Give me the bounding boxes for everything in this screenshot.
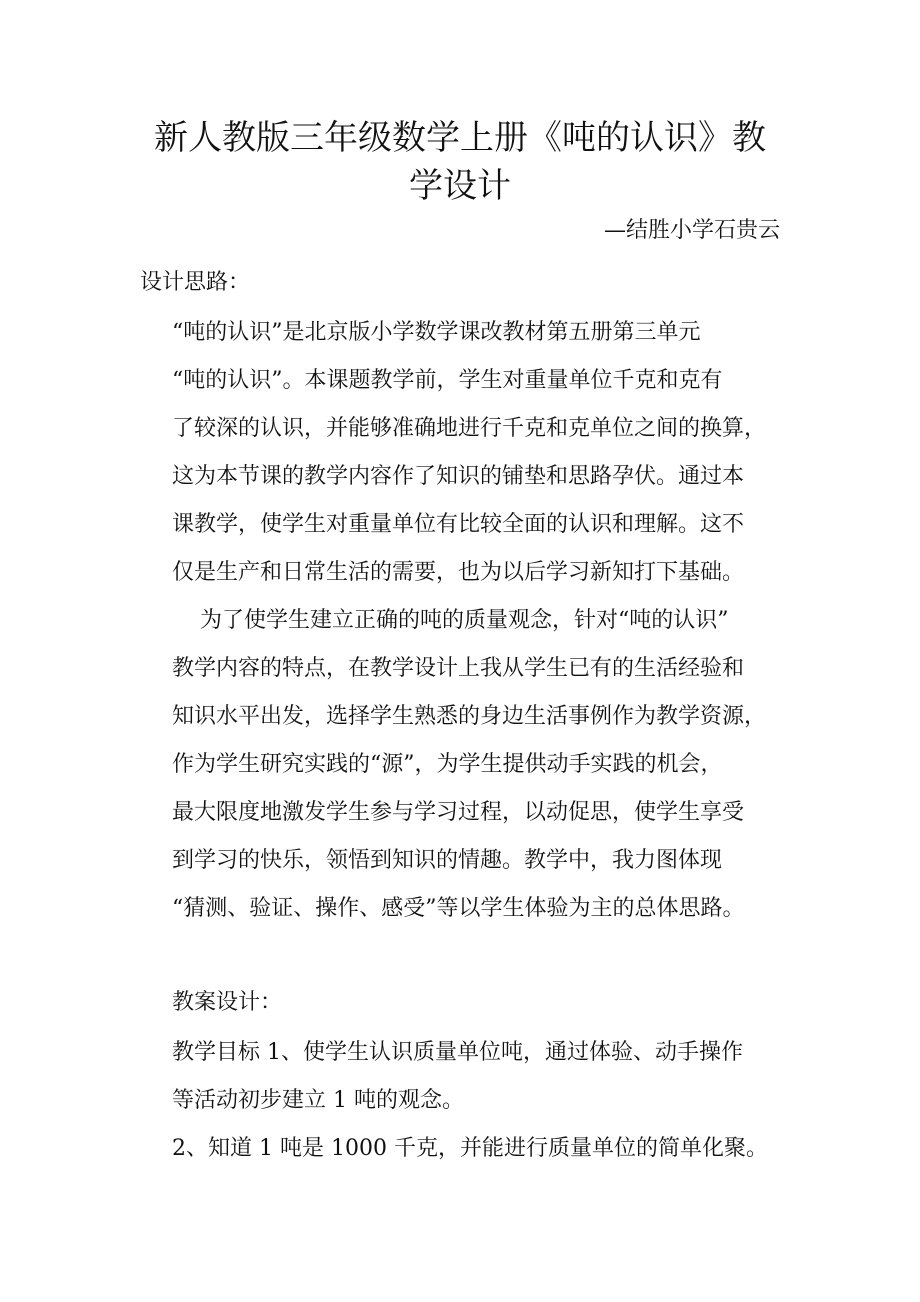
para1-line: “吨的认识”。本课题教学前，学生对重量单位千克和克有 [172, 368, 723, 393]
para2-line: 最大限度地激发学生参与学习过程，以动促思，使学生享受 [172, 800, 745, 825]
para2-line: 到学习的快乐，领悟到知识的情趣。教学中，我力图体现 [172, 848, 723, 873]
para2-line: “猜测、验证、操作、感受”等以学生体验为主的总体思路。 [172, 896, 745, 921]
para1-line: 这为本节课的教学内容作了知识的铺垫和思路孕伏。通过本 [172, 464, 745, 489]
para2-line: 教学内容的特点，在教学设计上我从学生已有的生活经验和 [172, 656, 745, 681]
para1-line: 了较深的认识，并能够准确地进行千克和克单位之间的换算， [172, 416, 767, 441]
title-line-2: 学设计 [409, 166, 511, 206]
author-line: —结胜小学石贵云 [603, 218, 780, 243]
section-heading-lesson-plan: 教案设计： [172, 990, 283, 1015]
para1-line: “吨的认识”是北京版小学数学课改教材第五册第三单元 [172, 320, 701, 345]
para2-line: 知识水平出发，选择学生熟悉的身边生活事例作为教学资源， [172, 704, 767, 729]
para2-line: 作为学生研究实践的“源”，为学生提供动手实践的机会， [172, 752, 723, 777]
objective-line: 2、知道 1 吨是 1000 千克，并能进行质量单位的简单化聚。 [172, 1136, 768, 1161]
para1-line: 仅是生产和日常生活的需要，也为以后学习新知打下基础。 [172, 560, 745, 585]
objective-line: 教学目标 1、使学生认识质量单位吨，通过体验、动手操作 [172, 1040, 743, 1065]
title-line-1: 新人教版三年级数学上册《吨的认识》教 [154, 118, 766, 158]
para1-line: 课教学，使学生对重量单位有比较全面的认识和理解。这不 [172, 512, 745, 537]
section-heading-design-idea: 设计思路： [140, 270, 251, 295]
objective-line: 等活动初步建立 1 吨的观念。 [172, 1088, 464, 1113]
para2-line: 为了使学生建立正确的吨的质量观念，针对“吨的认识” [200, 608, 729, 633]
